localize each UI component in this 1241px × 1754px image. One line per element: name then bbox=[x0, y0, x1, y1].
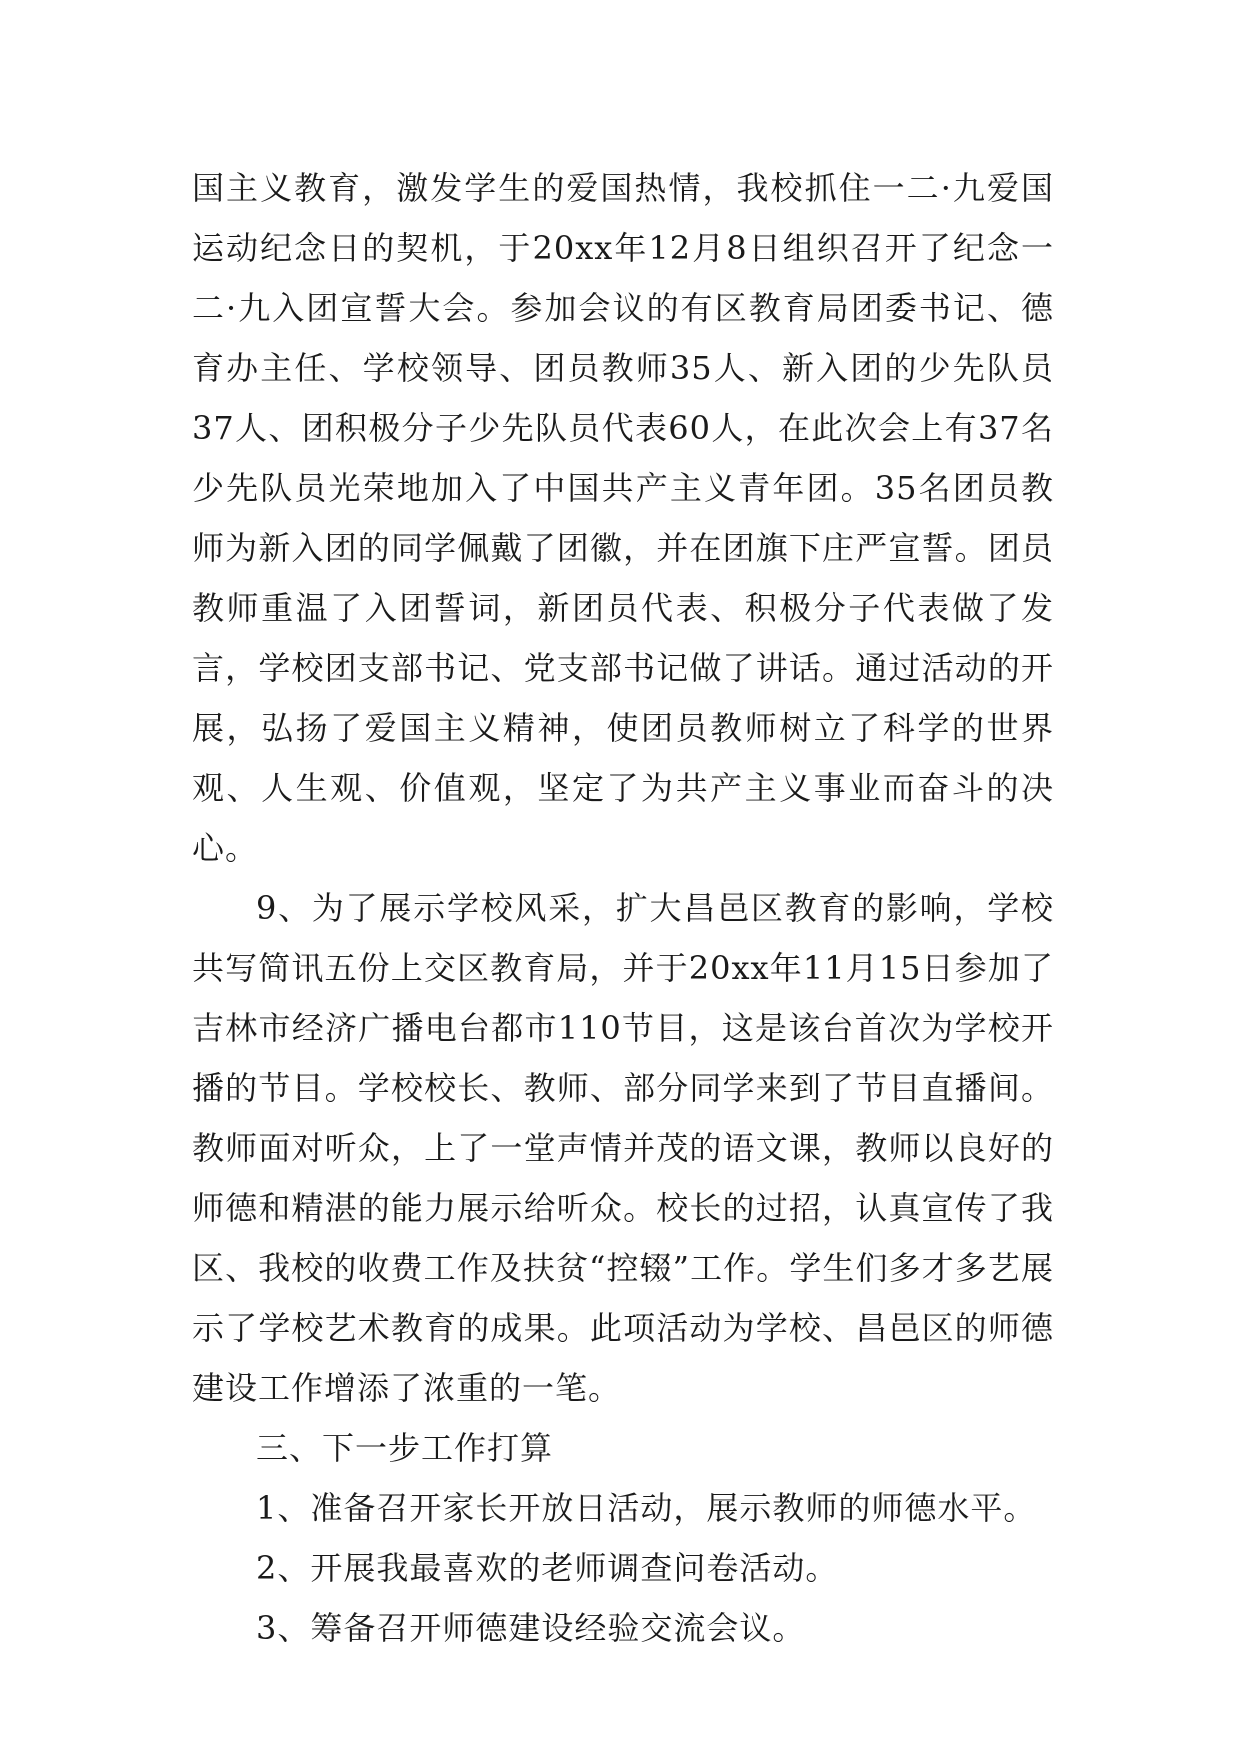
plan-item-2: 2、开展我最喜欢的老师调查问卷活动。 bbox=[256, 1549, 839, 1587]
section-heading-next-steps: 三、下一步工作打算 bbox=[256, 1429, 554, 1467]
document-body bbox=[192, 158, 1054, 1658]
paragraph-continuation: 国主义教育，激发学生的爱国热情，我校抓住一二·九爱国运动纪念日的契机，于20xx年12月8日组织召开了纪念一二·九入团宣誓大会。参加会议的有区教育局团委书记、德育办主任、学校领导、团员教师35人、新入团的少先队员37人、团积极分子少先队员代表60人，在此次会上有37名少先队员光荣地加入了中国共产主义青年团。35名团员教师为新入团的同学佩戴了团徽，并在团旗下庄严宣誓。团员教师重温了入团誓词，新团员代表、积极分子代表做了发言，学校团支部书记、党支部书记做了讲话。通过活动的开展，弘扬了爱国主义精神，使团员教师树立了科学的世界观、人生观、价值观，坚定了为共产主义事业而奋斗的决心。 bbox=[192, 169, 1054, 867]
plan-item-1: 1、准备召开家长开放日活动，展示教师的师德水平。 bbox=[256, 1489, 1037, 1527]
paragraph-item-9: 9、为了展示学校风采，扩大昌邑区教育的影响，学校共写简讯五份上交区教育局，并于20xx年11月15日参加了吉林市经济广播电台都市110节目，这是该台首次为学校开播的节目。学校校长、教师、部分同学来到了节目直播间。教师面对听众，上了一堂声情并茂的语文课，教师以良好的师德和精湛的能力展示给听众。校长的过招，认真宣传了我区、我校的收费工作及扶贫“控辍”工作。学生们多才多艺展示了学校艺术教育的成果。此项活动为学校、昌邑区的师德建设工作增添了浓重的一笔。 bbox=[192, 889, 1054, 1407]
plan-item-3: 3、筹备召开师德建设经验交流会议。 bbox=[256, 1609, 806, 1647]
